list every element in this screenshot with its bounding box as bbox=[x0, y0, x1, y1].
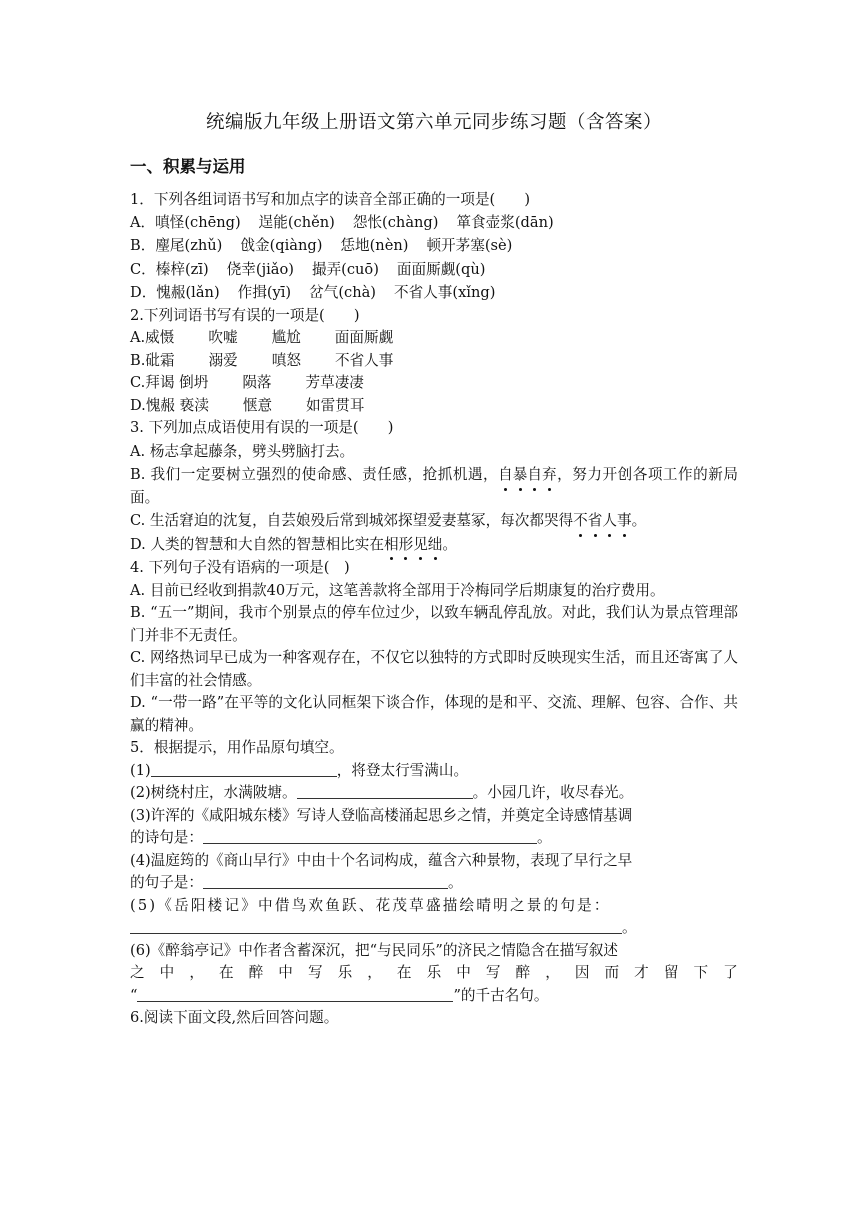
q5-item-5-line2: 。 bbox=[130, 917, 738, 940]
q5-item-3-line2: 的诗句是： 。 bbox=[130, 829, 552, 846]
q2-option-c: C.拜谒 倒坍 陨落 芳草凄凄 bbox=[130, 374, 364, 391]
q6-stem: 6.阅读下面文段,然后回答问题。 bbox=[130, 1009, 339, 1026]
document-page bbox=[130, 108, 738, 1030]
answer-blank[interactable] bbox=[137, 987, 453, 1002]
q3-option-d: D. 人类的智慧和大自然的智慧相比实在相形见绌。 bbox=[130, 534, 738, 557]
answer-blank[interactable] bbox=[203, 874, 448, 889]
document-title: 统编版九年级上册语文第六单元同步练习题（含答案） bbox=[205, 112, 662, 133]
q2-option-d: D.愧赧 亵渎 惬意 如雷贯耳 bbox=[130, 396, 365, 414]
dotted-char: 绌 bbox=[428, 534, 443, 557]
dotted-char: 弃 bbox=[542, 464, 557, 487]
q4-stem: 4. 下列句子没有语病的一项是( ) bbox=[130, 559, 350, 576]
q2-option-b: B.砒霜 溺爱 嗔怒 不省人事 bbox=[130, 351, 394, 369]
q2-stem: 2.下列词语书写有误的一项是( ) bbox=[130, 306, 360, 324]
dotted-char: 自 bbox=[498, 464, 513, 487]
dotted-char: 形 bbox=[399, 534, 414, 557]
dotted-char: 见 bbox=[413, 534, 428, 557]
q5-item-4-line2: 的句子是： 。 bbox=[130, 874, 463, 891]
q5-item-3-line1: (3)许浑的《咸阳城东楼》写诗人登临高楼涌起思乡之情，并奠定全诗感情基调 bbox=[130, 806, 633, 824]
q5-stem: 5．根据提示，用作品原句填空。 bbox=[130, 739, 344, 756]
q3-option-a: A. 杨志拿起藤条，劈头劈脑打去。 bbox=[130, 442, 355, 460]
dotted-char: 相 bbox=[384, 534, 399, 557]
q5-item-1: (1) ，将登太行雪满山。 bbox=[130, 761, 469, 779]
dotted-char: 暴 bbox=[513, 464, 528, 487]
q4-option-b: B. “五一”期间，我市个别景点的停车位过少，以致车辆乱停乱放。对此，我们认为景点管理部门并非不无责任。 bbox=[130, 604, 738, 644]
dotted-char: 不 bbox=[573, 510, 588, 533]
answer-blank[interactable] bbox=[151, 762, 337, 777]
q4-option-c: C. 网络热词早已成为一种客观存在，不仅它以独特的方式即时反映现实生活，而且还寄寓了人们丰富的社会情感。 bbox=[130, 649, 738, 689]
q3-stem: 3. 下列加点成语使用有误的一项是( ) bbox=[130, 419, 394, 436]
q5-item-6-line1: (6)《醉翁亭记》中作者含蓄深沉，把“与民同乐”的济民之情隐含在描写叙述 bbox=[130, 941, 619, 959]
q5-item-2: (2)树绕村庄，水满陂塘。 。小园几许，收尽春光。 bbox=[130, 784, 634, 801]
section-heading: 一、积累与运用 bbox=[130, 157, 246, 176]
q3-option-c: C. 生活窘迫的沈复，自芸娘殁后常到城郊探望爱妻墓冢，每次都哭得不省人事。 bbox=[130, 510, 738, 533]
dotted-char: 省 bbox=[588, 510, 603, 533]
q1-option-b: B．麈尾(zhǔ) 戗金(qiàng) 恁地(nèn) 顿开茅塞(sè) bbox=[130, 237, 513, 254]
q5-item-6-line2: 之 中 ， 在 醉 中 写 乐 ， 在 乐 中 写 醉 ， 因 而 才 留 下 了 bbox=[130, 964, 738, 981]
q4-option-a: A. 目前已经收到捐款40万元，这笔善款将全部用于冷梅同学后期康复的治疗费用。 bbox=[130, 581, 665, 599]
q1-option-a: A．嗔怪(chēng) 逞能(chěn) 怨怅(chàng) 箪食壶浆(dān) bbox=[130, 213, 554, 231]
q5-item-5-line1: (5)《岳阳楼记》中借鸟欢鱼跃、花茂草盛描绘晴明之景的句是： bbox=[130, 896, 611, 914]
q5-item-6-line3: “ ”的千古名句。 bbox=[130, 986, 549, 1004]
q4-option-d: D. “一带一路”在平等的文化认同框架下谈合作，体现的是和平、交流、理解、包容、合作、共赢的精神。 bbox=[130, 694, 738, 734]
q3-option-b: B. 我们一定要树立强烈的使命感、责任感，抢抓机遇，自暴自弃，努力开创各项工作的新局面。 bbox=[130, 466, 738, 506]
dotted-char: 事 bbox=[617, 510, 632, 533]
dotted-char: 自 bbox=[527, 464, 542, 487]
dotted-char: 人 bbox=[602, 510, 617, 533]
q1-option-c: C．榛梓(zī) 侥幸(jiǎo) 撮弄(cuō) 面面厮觑(qù) bbox=[130, 260, 486, 278]
answer-blank[interactable] bbox=[203, 829, 537, 844]
q5-item-4-line1: (4)温庭筠的《商山早行》中由十个名词构成，蕴含六种景物，表现了早行之早 bbox=[130, 851, 633, 869]
answer-blank[interactable] bbox=[130, 919, 622, 934]
q1-stem: 1．下列各组词语书写和加点字的读音全部正确的一项是( ) bbox=[130, 191, 531, 208]
q2-option-a: A.威慑 吹嘘 尴尬 面面厮觑 bbox=[130, 329, 394, 346]
answer-blank[interactable] bbox=[297, 784, 473, 799]
q1-option-d: D．愧赧(lǎn) 作揖(yī) 岔气(chà) 不省人事(xǐng) bbox=[130, 284, 496, 301]
